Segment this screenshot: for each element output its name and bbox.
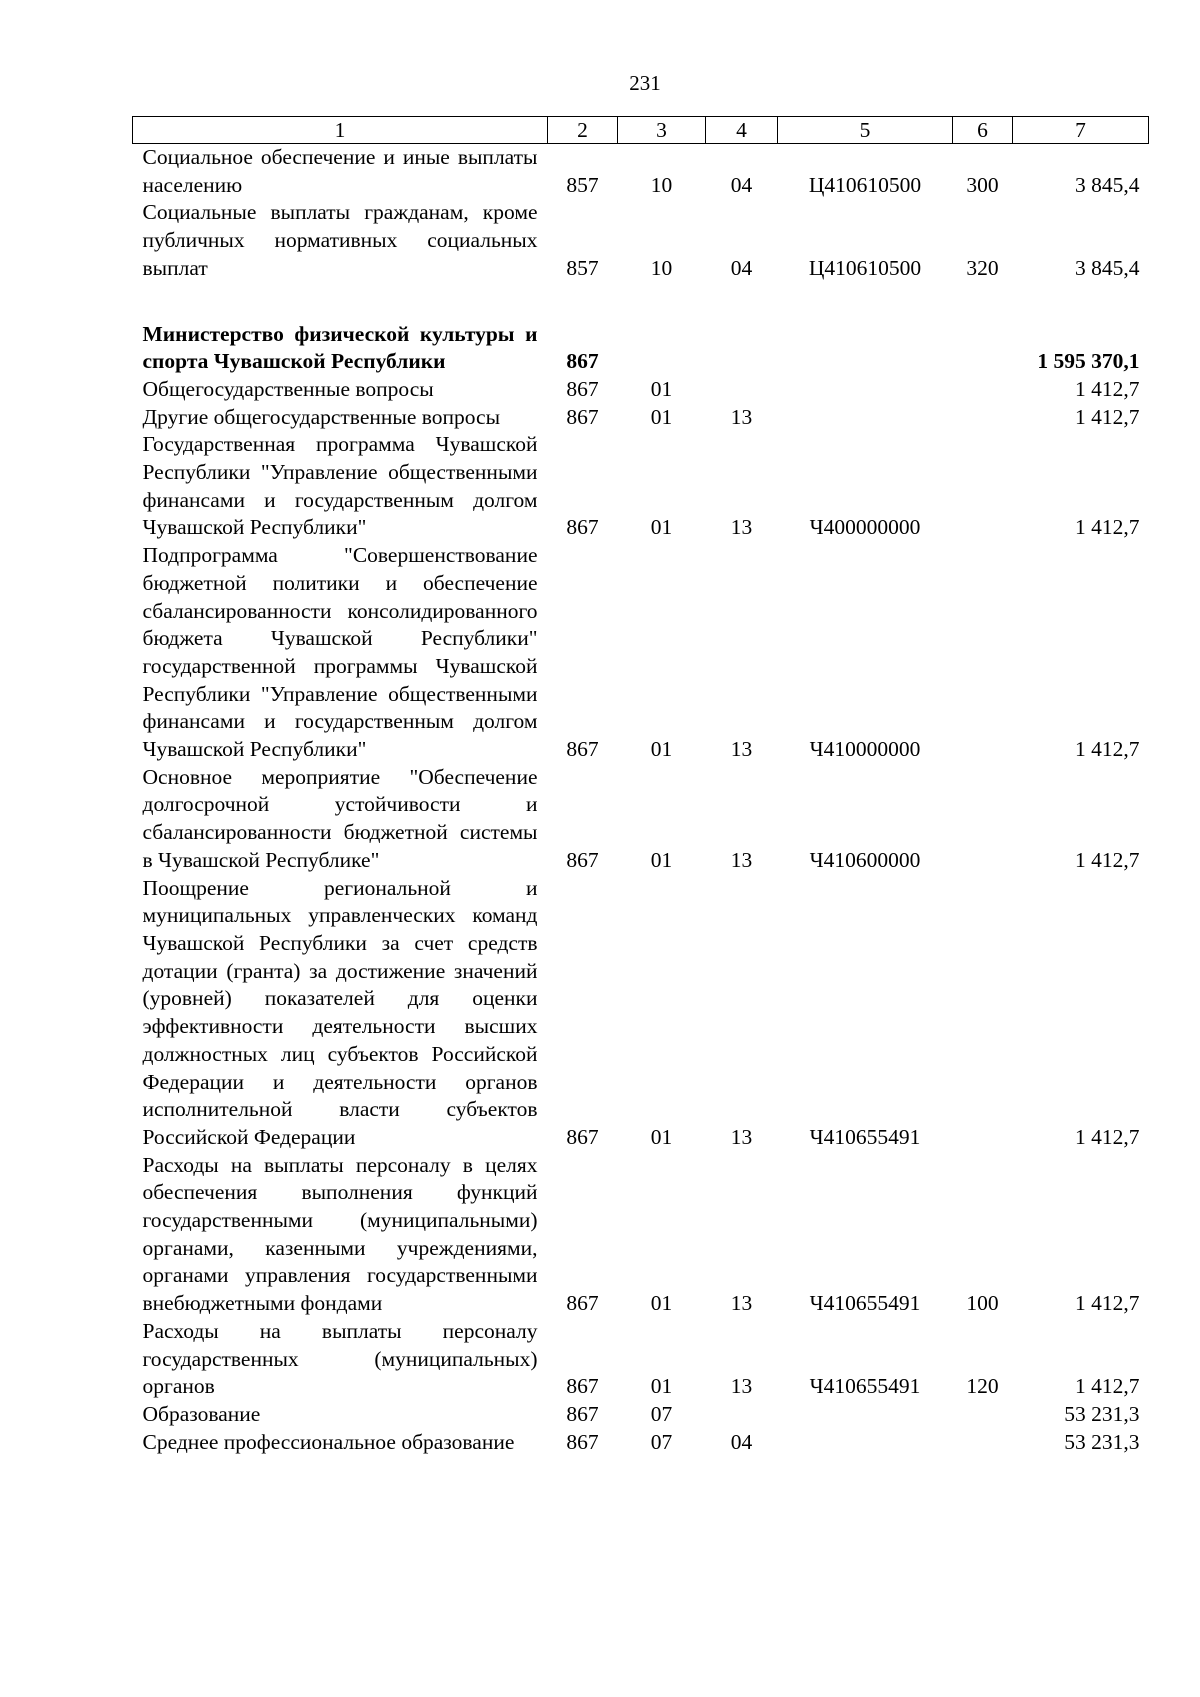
row-section: 01 — [650, 847, 673, 872]
row-amount: 1 412,7 — [1075, 1124, 1140, 1149]
table-row — [133, 1318, 1149, 1401]
row-name: Расходы на выплаты персоналу государственных (муниципальных) органов — [142, 1318, 538, 1399]
row-expense-type: 320 — [966, 255, 999, 280]
row-name: Среднее профессиональное образование — [142, 1429, 515, 1454]
row-target-article: Ч410655491 — [809, 1124, 921, 1149]
row-subsection: 13 — [730, 847, 753, 872]
row-subsection — [706, 376, 778, 404]
row-section: 10 — [650, 172, 673, 197]
row-section: 01 — [650, 376, 673, 401]
table-row-ministry — [133, 321, 1149, 376]
row-subsection: 04 — [730, 172, 753, 197]
row-section: 01 — [650, 737, 673, 762]
row-amount: 53 231,3 — [1064, 1429, 1140, 1454]
row-name: Основное мероприятие "Обеспечение долгосрочной устойчивости и сбалансированности бюджетной системы в Чувашской Республике" — [142, 764, 538, 872]
row-ministry-code: 867 — [566, 376, 599, 401]
row-name: Государственная программа Чувашской Республики "Управление общественными финансами и государственным долгом Чувашской Республики" — [142, 432, 538, 540]
row-section: 07 — [650, 1429, 673, 1454]
row-section: 01 — [650, 1124, 673, 1149]
row-amount: 53 231,3 — [1064, 1401, 1140, 1426]
row-section: 01 — [650, 404, 673, 429]
row-section: 07 — [650, 1401, 673, 1426]
row-target-article: Ц410610500 — [808, 172, 922, 197]
spacer-row — [133, 283, 1149, 321]
row-ministry-code: 867 — [566, 847, 599, 872]
row-name: Подпрограмма "Совершенствование бюджетной политики и обеспечение сбалансированности консолидированного бюджета Чувашской Республики" государственной программы Чувашской Республики "Управление общественными финансами и государственным долгом Чувашской Республики" — [142, 543, 538, 762]
header-col-4: 4 — [706, 117, 778, 144]
row-ministry-code: 857 — [566, 255, 599, 280]
header-col-7: 7 — [1013, 117, 1149, 144]
header-row — [133, 117, 1149, 144]
row-ministry-code: 867 — [566, 404, 599, 429]
row-section: 01 — [650, 515, 673, 540]
row-target-article — [778, 404, 953, 432]
row-expense-type: 100 — [966, 1291, 999, 1316]
table-row — [133, 1401, 1149, 1429]
row-amount: 3 845,4 — [1075, 172, 1140, 197]
table-row — [133, 376, 1149, 404]
row-name: Другие общегосударственные вопросы — [142, 404, 501, 429]
row-expense-type — [953, 404, 1013, 432]
row-target-article: Ч400000000 — [809, 515, 921, 540]
header-col-2: 2 — [548, 117, 618, 144]
row-target-article — [778, 376, 953, 404]
row-name: Образование — [142, 1401, 261, 1426]
row-expense-type: 300 — [966, 172, 999, 197]
row-expense-type — [953, 431, 1013, 542]
row-expense-type — [953, 875, 1013, 1152]
row-target-article: Ч410000000 — [809, 737, 921, 762]
row-amount: 1 412,7 — [1075, 847, 1140, 872]
row-expense-type — [953, 321, 1013, 376]
header-col-5: 5 — [778, 117, 953, 144]
row-target-article: Ч410655491 — [809, 1291, 921, 1316]
table-row — [133, 431, 1149, 542]
row-amount: 1 595 370,1 — [1037, 349, 1140, 374]
row-target-article: Ч410600000 — [809, 847, 921, 872]
table-row — [133, 764, 1149, 875]
row-ministry-code: 867 — [566, 737, 599, 762]
row-section — [618, 321, 706, 376]
row-ministry-code: 867 — [566, 1291, 599, 1316]
table-row — [133, 144, 1149, 200]
budget-table — [132, 116, 1149, 1456]
row-subsection: 13 — [730, 737, 753, 762]
row-name: Министерство физической культуры и спорта Чувашской Республики — [142, 321, 538, 374]
row-target-article — [778, 1429, 953, 1457]
row-ministry-code: 857 — [566, 172, 599, 197]
row-ministry-code: 867 — [566, 1124, 599, 1149]
row-amount: 1 412,7 — [1075, 376, 1140, 401]
row-amount: 1 412,7 — [1075, 737, 1140, 762]
table-row — [133, 1429, 1149, 1457]
row-name: Поощрение региональной и муниципальных управленческих команд Чувашской Республики за счет средств дотации (гранта) за достижение значений (уровней) показателей для оценки эффективности деятельности высших должностных лиц субъектов Российской Федерации и деятельности органов исполнительной власти субъектов Российской Федерации — [142, 875, 538, 1149]
row-expense-type — [953, 764, 1013, 875]
row-expense-type — [953, 1401, 1013, 1429]
row-name: Социальные выплаты гражданам, кроме публичных нормативных социальных выплат — [142, 200, 538, 280]
row-amount: 1 412,7 — [1075, 1374, 1140, 1399]
table-row — [133, 1152, 1149, 1318]
page-number: 231 — [629, 71, 661, 95]
header-col-6: 6 — [953, 117, 1013, 144]
row-subsection: 13 — [730, 1374, 753, 1399]
header-col-3: 3 — [618, 117, 706, 144]
table-row — [133, 199, 1149, 282]
row-amount: 1 412,7 — [1075, 404, 1140, 429]
row-target-article — [778, 1401, 953, 1429]
row-name: Социальное обеспечение и иные выплаты населению — [142, 145, 538, 197]
row-ministry-code: 867 — [566, 1429, 599, 1454]
row-subsection — [706, 321, 778, 376]
row-subsection: 04 — [730, 1429, 753, 1454]
row-amount: 3 845,4 — [1075, 255, 1140, 280]
row-name: Общегосударственные вопросы — [142, 376, 434, 401]
row-subsection: 13 — [730, 515, 753, 540]
table-row — [133, 542, 1149, 764]
row-subsection: 13 — [730, 1291, 753, 1316]
row-ministry-code: 867 — [566, 515, 599, 540]
row-expense-type — [953, 542, 1013, 764]
row-target-article — [778, 321, 953, 376]
row-target-article: Ц410610500 — [808, 255, 922, 280]
row-name: Расходы на выплаты персоналу в целях обеспечения выполнения функций государственными (муниципальными) органами, казенными учреждениями, органами управления государственными внебюджетными фондами — [142, 1152, 538, 1316]
row-amount: 1 412,7 — [1075, 515, 1140, 540]
row-expense-type: 120 — [966, 1374, 999, 1399]
row-expense-type — [953, 376, 1013, 404]
row-expense-type — [953, 1429, 1013, 1457]
row-subsection — [706, 1401, 778, 1429]
header-col-1: 1 — [133, 117, 548, 144]
row-section: 01 — [650, 1291, 673, 1316]
row-ministry-code: 867 — [566, 1374, 599, 1399]
row-section: 01 — [650, 1374, 673, 1399]
spacer-cell — [133, 283, 1149, 321]
row-section: 10 — [650, 255, 673, 280]
row-subsection: 13 — [730, 1124, 753, 1149]
table-row — [133, 404, 1149, 432]
row-ministry-code: 867 — [566, 349, 599, 374]
row-amount: 1 412,7 — [1075, 1291, 1140, 1316]
row-target-article: Ч410655491 — [809, 1374, 921, 1399]
row-subsection: 04 — [730, 255, 753, 280]
row-ministry-code: 867 — [566, 1401, 599, 1426]
table-row — [133, 875, 1149, 1152]
row-subsection: 13 — [730, 404, 753, 429]
